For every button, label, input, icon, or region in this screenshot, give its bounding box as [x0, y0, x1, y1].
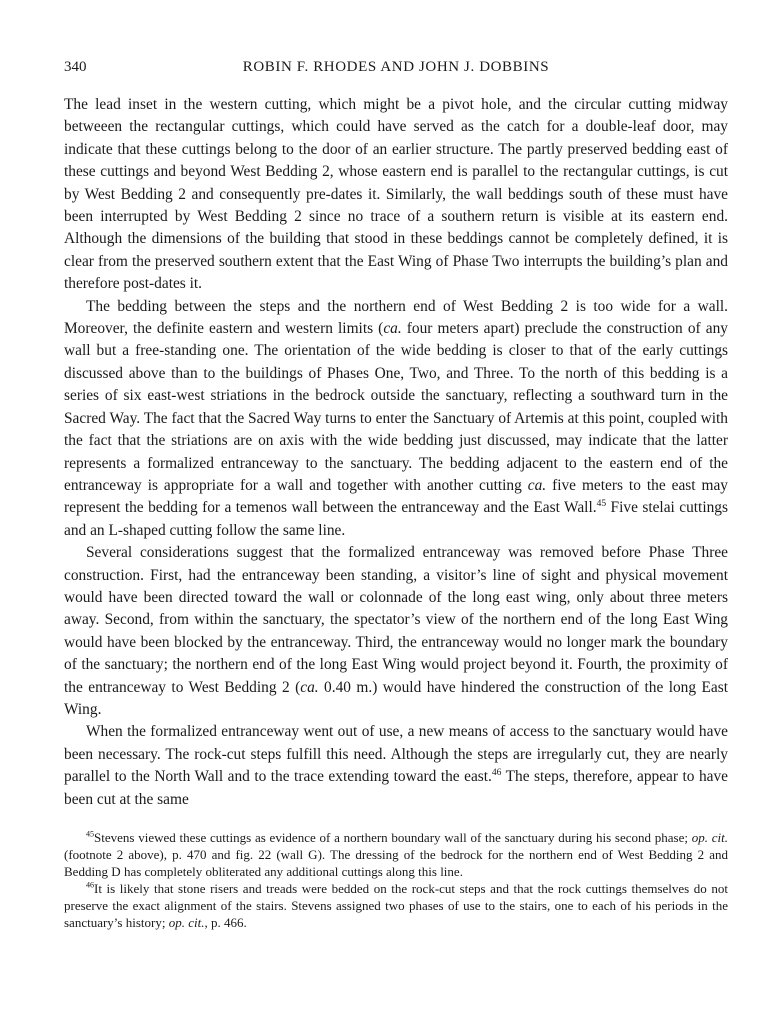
paragraph-text: The steps, therefore, appear to have been cut at the same: [64, 768, 728, 808]
footnote-ref-46[interactable]: 46: [491, 767, 502, 779]
paragraph-text: Five stelai cuttings and an L-shaped cutting follow the same line.: [64, 499, 728, 539]
page-header: [64, 56, 728, 78]
footnote-text: It is likely that stone risers and treads were bedded on the rock-cut steps and that the rock cuttings themselves do not preserve the exact alignment of the stairs. Stevens assigned two phases of use to the stairs, one to each of his periods in the sanctuary’s history;: [64, 881, 728, 930]
footnote-number: 46: [86, 880, 95, 890]
paragraph-text: The lead inset in the western cutting, which might be a pivot hole, and the circular cutting midway betweeen the rectangular cuttings, which could have served as the catch for a double-leaf door, may indicate that these cuttings belong to the door of an earlier structure. The partly preserved bedding east of these cuttings and beyond West Bedding 2, whose eastern end is parallel to the rectangular cuttings, is cut by West Bedding 2 and consequently pre-dates it. Similarly, the wall beddings south of these must have been interrupted by West Bedding 2 since no trace of a southern return is visible at its eastern end. Although the dimensions of the building that stood in these beddings cannot be completely defined, it is clear from the preserved southern extent that the East Wing of Phase Two interrupts the building’s plan and therefore post-dates it.: [64, 96, 728, 293]
paragraph-4: [64, 721, 728, 811]
footnote-text: (footnote 2 above), p. 470 and fig. 22 (wall G). The dressing of the bedrock for the northern end of West Bedding 2 and Bedding D has completely obliterated any additional cuttings along this line.: [64, 847, 728, 879]
italic-citation: op. cit.: [168, 915, 205, 930]
page: [64, 56, 728, 931]
paragraph-1: [64, 94, 728, 296]
paragraph-2: [64, 296, 728, 542]
footnotes: [64, 829, 728, 931]
footnote-45: [64, 829, 728, 880]
italic-abbreviation: ca.: [383, 320, 402, 338]
paragraph-text: four meters apart) preclude the construction of any wall but a free-standing one. The orientation of the wide bedding is closer to that of the early cuttings discussed above than to the buildings of Phases One, Two, and Three. To the north of this bedding is a series of six east-west striations in the bedrock outside the sanctuary, reflecting a southward turn in the Sacred Way. The fact that the Sacred Way turns to enter the Sanctuary of Artemis at this point, coupled with the fact that the striations are on axis with the wide bedding just discussed, may indicate that the latter represents a formalized entranceway to the sanctuary. The bedding adjacent to the eastern end of the entranceway is appropriate for a wall and together with another cutting: [64, 320, 728, 494]
paragraph-text: The bedding between the steps and the northern end of West Bedding 2 is too wide for a wall. Moreover, the definite eastern and western limits (: [64, 297, 728, 338]
paragraph-text: When the formalized entranceway went out of use, a new means of access to the sanctuary would have been necessary. The rock-cut steps fulfill this need. Although the steps are irregularly cut, they are nearly parallel to the North Wall and to the trace extending toward the east.: [64, 723, 728, 786]
paragraph-text: Several considerations suggest that the formalized entranceway was removed before Phase Three construction. First, had the entranceway been standing, a visitor’s line of sight and physical movement would have been directed toward the wall or colonnade of the long east wing, only about three meters away. Second, from within the sanctuary, the spectator’s view of the northern end of the long East Wing would have been blocked by the entranceway. Third, the entranceway would no longer mark the boundary of the sanctuary; the northern end of the long East Wing would project beyond it. Fourth, the proximity of the entranceway to West Bedding 2 (: [64, 544, 728, 696]
footnote-ref-45[interactable]: 45: [596, 498, 607, 510]
footnote-number: 45: [86, 829, 95, 839]
paragraph-text: five meters to the east may represent the bedding for a temenos wall between the entranceway and the East Wall.: [64, 476, 728, 517]
paragraph-3: [64, 542, 728, 721]
paragraph-text: 0.40 m.) would have hindered the construction of the long East Wing.: [64, 678, 729, 718]
footnote-46: [64, 880, 728, 931]
italic-abbreviation: ca.: [300, 678, 319, 696]
running-head: ROBIN F. RHODES AND JOHN J. DOBBINS: [242, 59, 550, 75]
italic-abbreviation: ca.: [527, 476, 547, 494]
footnote-text: , p. 466.: [204, 915, 247, 930]
page-number: 340: [64, 59, 87, 75]
italic-citation: op. cit.: [691, 830, 728, 845]
body-text: [64, 94, 728, 811]
footnote-text: Stevens viewed these cuttings as evidence of a northern boundary wall of the sanctuary during his second phase;: [94, 830, 692, 845]
